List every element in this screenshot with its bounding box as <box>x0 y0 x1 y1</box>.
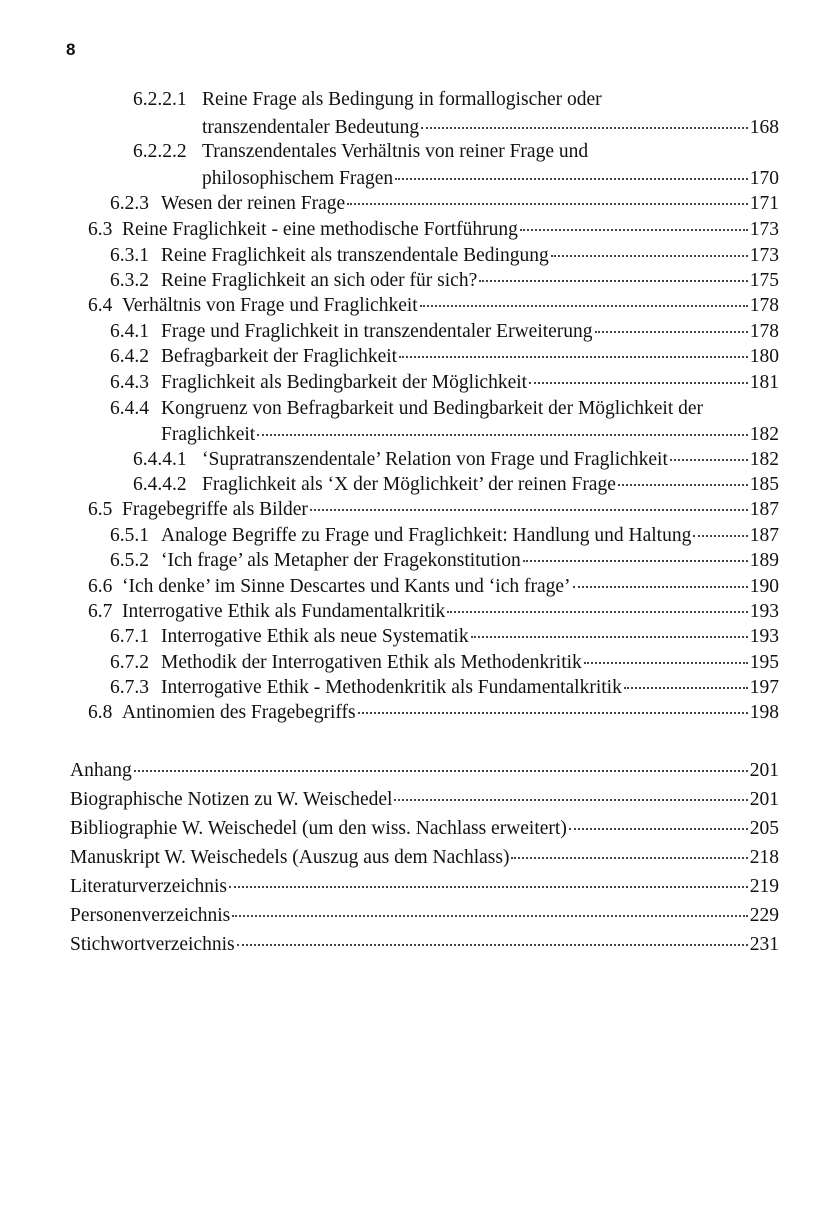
toc-entry-title: Reine Fraglichkeit an sich oder für sich? <box>161 270 478 291</box>
toc-entry-number: 6.4.4.1 <box>133 449 187 470</box>
toc-entry-title: Stichwortverzeichnis <box>70 934 235 955</box>
toc-entry-page: 229 <box>749 905 779 926</box>
toc-entry-page: 201 <box>749 760 779 781</box>
toc-entry-title: Bibliographie W. Weischedel (um den wiss. Nachlass erweitert) <box>70 818 567 839</box>
toc-entry-title-line1: Transzendentales Verhältnis von reiner Frage und <box>202 141 589 162</box>
toc-appendix-bibliographie[interactable] <box>70 816 779 842</box>
toc-entry-title: Anhang <box>70 760 132 781</box>
dot-leader <box>670 459 748 461</box>
toc-entry-page: 187 <box>749 499 779 520</box>
toc-entry-6-4-4-2[interactable] <box>133 472 779 498</box>
toc-entry-title: Antinomien des Fragebegriffs <box>122 702 356 723</box>
dot-leader <box>584 662 748 664</box>
toc-entry-page: 175 <box>749 270 779 291</box>
page-number: 8 <box>66 40 76 59</box>
toc-entry-page: 231 <box>749 934 779 955</box>
toc-entry-title: Interrogative Ethik als Fundamentalkritik <box>122 601 446 622</box>
dot-leader <box>347 203 748 205</box>
dot-leader <box>134 770 748 772</box>
toc-appendix-literaturverzeichnis[interactable] <box>70 874 779 900</box>
toc-entry-page: 193 <box>749 601 779 622</box>
toc-entry-title: Interrogative Ethik - Methodenkritik als Fundamentalkritik <box>161 677 622 698</box>
toc-appendix-anhang[interactable] <box>70 758 779 784</box>
toc-entry-6-6[interactable] <box>88 574 779 600</box>
dot-leader <box>229 886 748 888</box>
toc-entry-number: 6.4.4 <box>110 398 149 419</box>
toc-entry-page: 185 <box>749 474 779 495</box>
toc-entry-number: 6.2.2.1 <box>133 89 187 110</box>
dot-leader <box>310 509 748 511</box>
toc-entry-number: 6.2.2.2 <box>133 141 187 162</box>
toc-entry-title: ‘Supratranszendentale’ Relation von Frage und Fraglichkeit <box>202 449 668 470</box>
toc-entry-title: Fraglichkeit als ‘X der Möglichkeit’ der reinen Frage <box>202 474 616 495</box>
toc-entry-page: 181 <box>749 372 779 393</box>
dot-leader <box>523 560 748 562</box>
toc-entry-title: philosophischem Fragen <box>202 168 394 189</box>
dot-leader <box>573 586 748 588</box>
toc-entry-page: 187 <box>749 525 779 546</box>
toc-entry-6-2-2-1[interactable] <box>133 87 779 113</box>
dot-leader <box>395 178 748 180</box>
toc-entry-6-7[interactable] <box>88 599 779 625</box>
toc-entry-number: 6.7.3 <box>110 677 149 698</box>
toc-entry-title: Methodik der Interrogativen Ethik als Methodenkritik <box>161 652 582 673</box>
toc-entry-number: 6.3.1 <box>110 245 149 266</box>
toc-entry-title: Reine Fraglichkeit - eine methodische Fortführung <box>122 219 518 240</box>
toc-entry-6-4-1[interactable] <box>110 319 779 345</box>
toc-appendix-biographische-notizen[interactable] <box>70 787 779 813</box>
dot-leader <box>693 535 747 537</box>
dot-leader <box>232 915 747 917</box>
toc-entry-number: 6.7.1 <box>110 626 149 647</box>
toc-entry-6-2-2-2[interactable] <box>133 139 779 165</box>
toc-entry-number: 6.5.1 <box>110 525 149 546</box>
toc-entry-6-5-1[interactable] <box>110 523 779 549</box>
toc-entry-page: 190 <box>749 576 779 597</box>
toc-entry-title: Frage und Fraglichkeit in transzendentaler Erweiterung <box>161 321 593 342</box>
toc-entry-number: 6.6 <box>88 576 113 597</box>
toc-entry-page: 171 <box>749 193 779 214</box>
toc-entry-6-7-3[interactable] <box>110 675 779 701</box>
toc-entry-number: 6.5 <box>88 499 113 520</box>
dot-leader <box>394 799 747 801</box>
dot-leader <box>421 127 748 129</box>
toc-entry-page: 193 <box>749 626 779 647</box>
toc-entry-6-2-3[interactable] <box>110 191 779 217</box>
toc-entry-6-5[interactable] <box>88 497 779 523</box>
toc-entry-6-4[interactable] <box>88 293 779 319</box>
toc-entry-title-line1: Reine Frage als Bedingung in formallogischer oder <box>202 89 602 110</box>
toc-entry-page: 195 <box>749 652 779 673</box>
toc-entry-6-4-4[interactable] <box>110 396 779 422</box>
toc-entry-title: Fraglichkeit als Bedingbarkeit der Möglichkeit <box>161 372 528 393</box>
toc-entry-number: 6.4.1 <box>110 321 149 342</box>
toc-entry-title-line1: Kongruenz von Befragbarkeit und Bedingbarkeit der Möglichkeit der <box>161 398 704 419</box>
toc-entry-title: ‘Ich frage’ als Metapher der Fragekonstitution <box>161 550 521 571</box>
toc-entry-title: Fraglichkeit <box>161 424 256 445</box>
dot-leader <box>569 828 748 830</box>
toc-entry-6-2-2-1-continued[interactable] <box>202 115 779 141</box>
toc-entry-number: 6.3 <box>88 219 113 240</box>
toc-entry-page: 205 <box>749 818 779 839</box>
dot-leader <box>618 484 748 486</box>
dot-leader <box>471 636 748 638</box>
toc-entry-number: 6.4.3 <box>110 372 149 393</box>
toc-entry-number: 6.5.2 <box>110 550 149 571</box>
dot-leader <box>529 382 748 384</box>
toc-entry-page: 182 <box>749 449 779 470</box>
dot-leader <box>399 356 748 358</box>
toc-entry-6-5-2[interactable] <box>110 548 779 574</box>
toc-entry-number: 6.4 <box>88 295 113 316</box>
toc-appendix-manuskript[interactable] <box>70 845 779 871</box>
toc-entry-page: 182 <box>749 424 779 445</box>
toc-entry-title: Literaturverzeichnis <box>70 876 227 897</box>
toc-entry-title: Wesen der reinen Frage <box>161 193 346 214</box>
toc-entry-number: 6.7 <box>88 601 113 622</box>
toc-entry-title: Befragbarkeit der Fraglichkeit <box>161 346 398 367</box>
toc-entry-number: 6.2.3 <box>110 193 149 214</box>
toc-entry-6-7-1[interactable] <box>110 624 779 650</box>
toc-entry-page: 180 <box>749 346 779 367</box>
toc-entry-title: Verhältnis von Frage und Fraglichkeit <box>122 295 418 316</box>
toc-appendix-personenverzeichnis[interactable] <box>70 903 779 929</box>
dot-leader <box>511 857 747 859</box>
dot-leader <box>551 255 748 257</box>
toc-entry-number: 6.4.4.2 <box>133 474 187 495</box>
toc-entry-6-4-4-continued[interactable] <box>161 422 779 448</box>
toc-entry-page: 218 <box>749 847 779 868</box>
dot-leader <box>595 331 748 333</box>
dot-leader <box>420 305 748 307</box>
dot-leader <box>624 687 748 689</box>
toc-entry-title: Interrogative Ethik als neue Systematik <box>161 626 469 647</box>
toc-entry-page: 197 <box>749 677 779 698</box>
toc-entry-6-2-2-2-continued[interactable] <box>202 166 779 192</box>
toc-entry-title: Manuskript W. Weischedels (Auszug aus dem Nachlass) <box>70 847 510 868</box>
toc-entry-6-7-2[interactable] <box>110 650 779 676</box>
toc-entry-title: Reine Fraglichkeit als transzendentale Bedingung <box>161 245 549 266</box>
toc-entry-6-3-2[interactable] <box>110 268 779 294</box>
toc-entry-number: 6.3.2 <box>110 270 149 291</box>
toc-entry-page: 173 <box>749 245 779 266</box>
dot-leader <box>358 712 748 714</box>
toc-entry-title: Analoge Begriffe zu Frage und Fraglichkeit: Handlung und Haltung <box>161 525 692 546</box>
toc-entry-title: Biographische Notizen zu W. Weischedel <box>70 789 393 810</box>
toc-entry-page: 170 <box>749 168 779 189</box>
toc-entry-page: 189 <box>749 550 779 571</box>
toc-entry-page: 173 <box>749 219 779 240</box>
toc-entry-6-3[interactable] <box>88 217 779 243</box>
dot-leader <box>479 280 748 282</box>
toc-entry-number: 6.8 <box>88 702 113 723</box>
dot-leader <box>447 611 747 613</box>
toc-entry-title: Fragebegriffe als Bilder <box>122 499 308 520</box>
toc-entry-page: 178 <box>749 321 779 342</box>
toc-entry-6-4-4-1[interactable] <box>133 447 779 473</box>
toc-entry-title: ‘Ich denke’ im Sinne Descartes und Kants und ‘ich frage’ <box>122 576 571 597</box>
toc-appendix-stichwortverzeichnis[interactable] <box>70 932 779 958</box>
toc-entry-number: 6.4.2 <box>110 346 149 367</box>
toc-entry-6-8[interactable] <box>88 700 779 726</box>
dot-leader <box>237 944 748 946</box>
toc-entry-page: 168 <box>749 117 779 138</box>
toc-entry-page: 201 <box>749 789 779 810</box>
dot-leader <box>520 229 748 231</box>
toc-entry-title: transzendentaler Bedeutung <box>202 117 420 138</box>
toc-entry-title: Personenverzeichnis <box>70 905 231 926</box>
toc-entry-6-4-3[interactable] <box>110 370 779 396</box>
toc-entry-page: 219 <box>749 876 779 897</box>
dot-leader <box>257 434 748 436</box>
toc-entry-page: 178 <box>749 295 779 316</box>
toc-entry-6-4-2[interactable] <box>110 344 779 370</box>
toc-entry-number: 6.7.2 <box>110 652 149 673</box>
toc-entry-page: 198 <box>749 702 779 723</box>
toc-entry-6-3-1[interactable] <box>110 243 779 269</box>
